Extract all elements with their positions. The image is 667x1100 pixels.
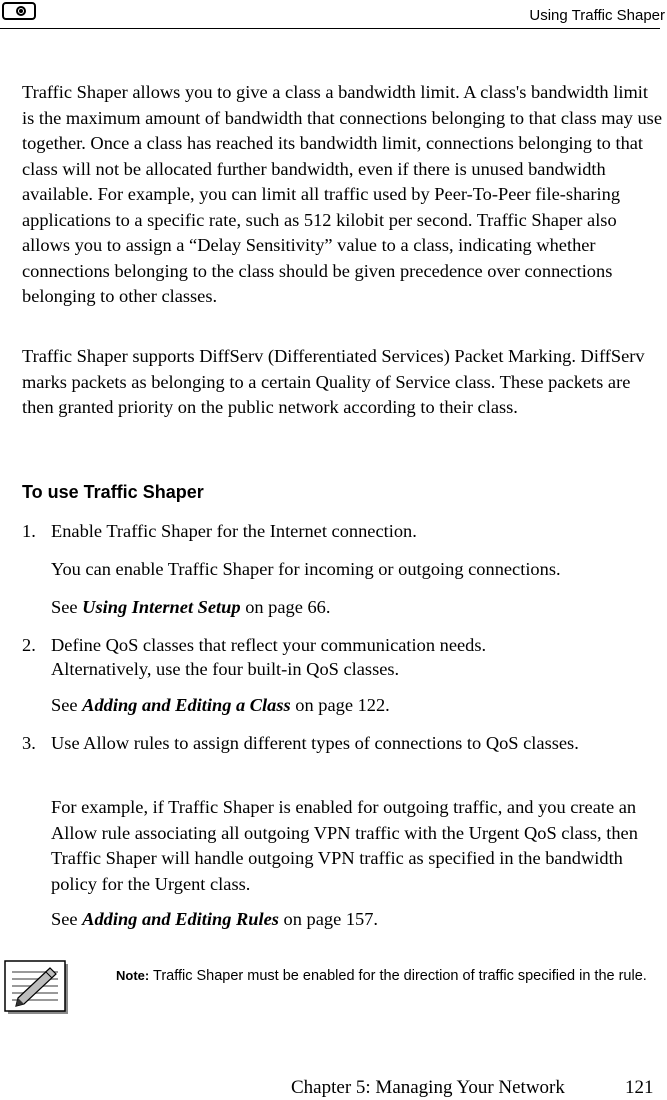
see-suffix: on page 157. xyxy=(283,909,379,929)
step-1-reference-link[interactable]: Using Internet Setup xyxy=(82,597,241,617)
note-text xyxy=(116,964,656,988)
step-1-see-also xyxy=(51,595,665,619)
step-3-number: 3. xyxy=(22,733,36,753)
step-1-text: Enable Traffic Shaper for the Internet connection. xyxy=(51,521,417,541)
step-3-detail: For example, if Traffic Shaper is enabled for outgoing traffic, and you create an Allow rule associating all outgoing VPN traffic with the Urgent QoS class, then Traffic Shaper will handle outgoing VPN traffic as specified in the bandwidth policy for the Urgent class. xyxy=(51,797,638,894)
intro-paragraph-1: Traffic Shaper allows you to give a class a bandwidth limit. A class's bandwidth limit is the maximum amount of bandwidth that connections belonging to that class may use together. Once a class has reached its bandwidth limit, connections belonging to that class will not be allocated further bandwidth, even if there is unused bandwidth available. For example, you can limit all traffic used by Peer-To-Peer file-sharing applications to a specific rate, such as 512 kilobit per second. Traffic Shaper also allows you to assign a “Delay Sensitivity” value to a class, indicating whether connections belonging to the class should be given precedence over connections belonging to other classes. xyxy=(22,82,662,306)
step-2-see-also xyxy=(51,693,665,717)
step-3-reference-link[interactable]: Adding and Editing Rules xyxy=(82,909,279,929)
step-3-text: Use Allow rules to assign different types of connections to QoS classes. xyxy=(51,733,579,753)
footer-chapter-title: Chapter 5: Managing Your Network xyxy=(291,1077,565,1098)
note-pad-icon xyxy=(4,958,70,1016)
header-logo-icon xyxy=(2,2,36,20)
note-body: Traffic Shaper must be enabled for the direction of traffic specified in the rule. xyxy=(153,968,647,984)
see-prefix: See xyxy=(51,597,78,617)
procedure-heading: To use Traffic Shaper xyxy=(22,482,204,502)
step-2-number: 2. xyxy=(22,635,36,655)
see-suffix: on page 66. xyxy=(245,597,331,617)
step-1-detail: You can enable Traffic Shaper for incoming or outgoing connections. xyxy=(51,559,561,579)
step-3-see-also xyxy=(51,907,665,931)
step-2-text: Define QoS classes that reflect your communication needs. Alternatively, use the four built-in QoS classes. xyxy=(51,635,487,679)
running-header-title: Using Traffic Shaper xyxy=(529,7,665,24)
step-1-number: 1. xyxy=(22,521,36,541)
intro-paragraph-2: Traffic Shaper supports DiffServ (Differentiated Services) Packet Marking. DiffServ marks packets as belonging to a certain Quality of Service class. These packets are then granted priority on the public network according to their class. xyxy=(22,346,645,417)
see-suffix: on page 122. xyxy=(295,695,390,715)
see-prefix: See xyxy=(51,909,78,929)
header-divider xyxy=(0,28,660,29)
see-prefix: See xyxy=(51,695,78,715)
footer-page-number: 121 xyxy=(625,1077,654,1098)
step-2-reference-link[interactable]: Adding and Editing a Class xyxy=(82,695,291,715)
note-label: Note: xyxy=(116,968,150,983)
